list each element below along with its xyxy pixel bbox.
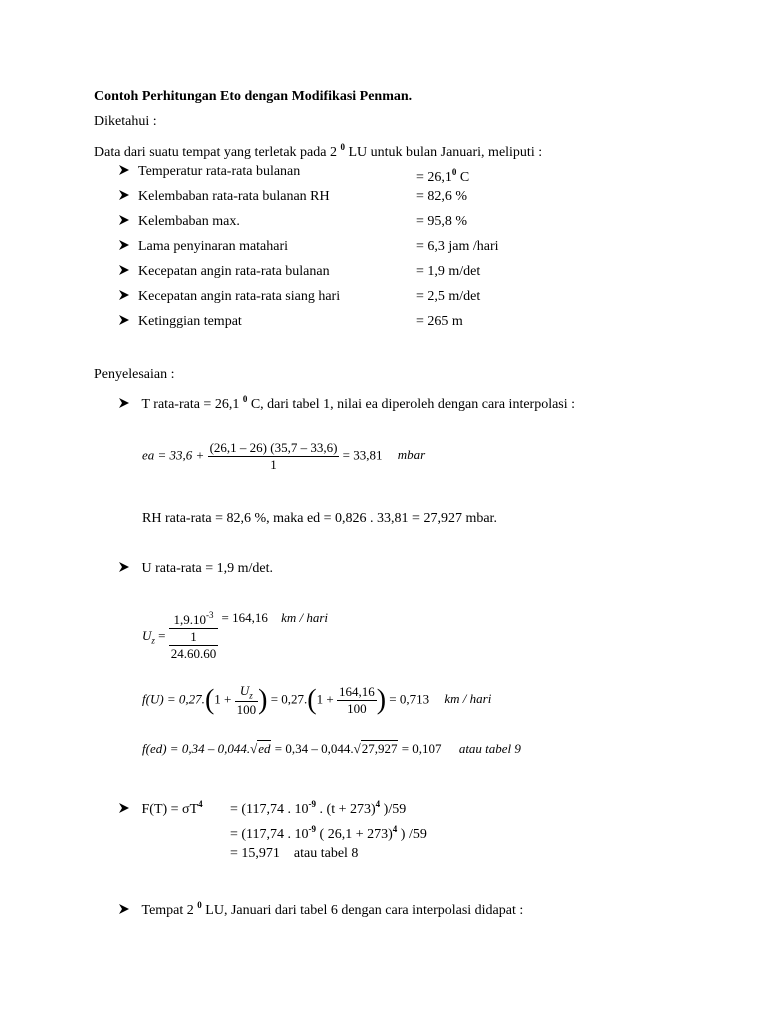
step-ft-label-exponent: 4 xyxy=(198,799,203,809)
equation-fu-one-2: 1 + xyxy=(316,691,334,707)
equation-fed-sqrt-1: ed xyxy=(258,741,271,756)
equation-fu-unit: km / hari xyxy=(444,691,492,707)
arrow-bullet-icon xyxy=(118,802,130,814)
known-data-value-text: = 95,8 % xyxy=(416,214,468,229)
equation-uz-unit: km / hari xyxy=(281,610,329,625)
equation-uz xyxy=(142,610,328,662)
step-ft xyxy=(118,795,203,819)
known-data-value xyxy=(416,188,467,206)
known-data-item xyxy=(118,188,330,206)
known-data-item xyxy=(118,263,330,281)
equation-fu-denominator-2: 100 xyxy=(347,700,367,716)
step-ft-line-1-a: = (117,74 . 10 xyxy=(230,802,309,817)
arrow-bullet-icon xyxy=(118,314,130,326)
equation-uz-fraction xyxy=(169,610,219,662)
equation-uz-denominator-mid: 1 xyxy=(169,629,219,646)
step-temperature-after: C, dari tabel 1, nilai ea diperoleh dengan cara interpolasi : xyxy=(250,397,576,412)
step-ft-line-1 xyxy=(230,795,406,819)
sqrt-icon: √ xyxy=(250,741,258,756)
known-data-value-text: = 2,5 m/det xyxy=(416,289,481,304)
known-data-value xyxy=(416,313,463,331)
known-data-item xyxy=(118,213,240,231)
equation-ea-result: = 33,81 xyxy=(342,447,383,463)
step-ft-line-1-c: )/59 xyxy=(383,802,407,817)
equation-uz-result: = 164,16 xyxy=(221,610,268,625)
known-data-degree: 0 xyxy=(451,167,457,177)
equation-fu-one: 1 + xyxy=(214,691,232,707)
sqrt-icon: √ xyxy=(353,741,361,756)
known-data-label: Ketinggian tempat xyxy=(138,314,242,329)
equation-fed xyxy=(142,741,521,757)
equation-ea-numerator: (26,1 – 26) (35,7 – 33,6) xyxy=(209,440,338,455)
equation-uz-equals: = xyxy=(158,628,166,643)
equation-uz-lhs: U xyxy=(142,628,152,643)
known-data-label: Kecepatan angin rata-rata bulanan xyxy=(138,264,330,279)
equation-fu xyxy=(142,683,491,718)
equation-fed-mid: = 0,34 – 0,044. xyxy=(274,741,354,756)
step-ft-line-2 xyxy=(230,820,427,844)
equation-ea-fraction xyxy=(208,440,340,473)
equation-ea-unit: mbar xyxy=(397,447,426,463)
step-wind-text: U rata-rata = 1,9 m/det. xyxy=(141,561,274,576)
known-data-label: Lama penyinaran matahari xyxy=(138,239,289,254)
step-location-before: Tempat 2 xyxy=(141,903,194,918)
equation-fu-numerator-1 xyxy=(235,683,259,702)
equation-fu-denominator-1: 100 xyxy=(236,701,257,717)
step-ft-line-2-b: ( 26,1 + 273) xyxy=(319,827,393,842)
arrow-bullet-icon xyxy=(118,189,130,201)
equation-ea xyxy=(142,440,425,473)
equation-fu-numerator-1-subscript: z xyxy=(249,690,253,701)
equation-fu-numerator-2: 164,16 xyxy=(338,683,375,699)
known-data-label: Kelembaban rata-rata bulanan RH xyxy=(138,189,330,204)
equation-fed-note: atau tabel 9 xyxy=(458,741,521,756)
known-data-value xyxy=(416,163,469,187)
equation-uz-denominator-bottom: 24.60.60 xyxy=(170,646,217,661)
known-data-item xyxy=(118,288,340,306)
diketahui-heading: Diketahui : xyxy=(94,114,157,129)
step-ft-line-2-a: = (117,74 . 10 xyxy=(230,827,309,842)
known-data-label: Kecepatan angin rata-rata siang hari xyxy=(138,289,341,304)
step-ft-line-3: = 15,971 atau tabel 8 xyxy=(230,846,359,861)
step-temperature-before: T rata-rata = 26,1 xyxy=(141,397,240,412)
intro-paragraph xyxy=(94,138,542,162)
equation-fu-fraction-2 xyxy=(337,684,377,717)
step-ft-line-1-exponent-2: 4 xyxy=(375,799,381,809)
arrow-bullet-icon xyxy=(118,903,130,915)
step-ft-line-2-exponent: -9 xyxy=(308,824,317,834)
equation-uz-numerator-exponent: -3 xyxy=(206,610,214,620)
known-data-value xyxy=(416,263,480,281)
known-data-label: Kelembaban max. xyxy=(138,214,240,229)
step-location-degree: 0 xyxy=(197,900,202,910)
intro-text-before: Data dari suatu tempat yang terletak pada 2 xyxy=(94,145,337,160)
penyelesaian-heading: Penyelesaian : xyxy=(94,367,175,382)
equation-uz-numerator-value: 1,9.10 xyxy=(173,612,206,627)
known-data-value-text: = 26,1 xyxy=(416,170,452,185)
arrow-bullet-icon xyxy=(118,214,130,226)
equation-fu-mid: = 0,27. xyxy=(270,691,308,707)
known-data-unit: C xyxy=(459,170,470,185)
equation-fu-numerator-1-value: U xyxy=(239,683,250,698)
document-title: Contoh Perhitungan Eto dengan Modifikasi Penman. xyxy=(94,89,413,104)
known-data-value-text: = 1,9 m/det xyxy=(416,264,481,279)
step-ft-label: F(T) = σT xyxy=(141,802,199,817)
step-wind xyxy=(118,560,273,578)
step-temperature xyxy=(118,390,575,414)
step-ft-line-1-exponent: -9 xyxy=(308,799,317,809)
known-data-value-text: = 265 m xyxy=(416,314,463,329)
equation-fu-result: = 0,713 xyxy=(389,691,430,707)
intro-degree-superscript: 0 xyxy=(340,142,345,152)
known-data-value-text: = 6,3 jam /hari xyxy=(416,239,499,254)
step-location-after: LU, Januari dari tabel 6 dengan cara interpolasi didapat : xyxy=(205,903,524,918)
equation-ea-lhs: ea = 33,6 + xyxy=(142,447,205,463)
known-data-item xyxy=(118,313,242,331)
equation-fed-result: = 0,107 xyxy=(401,741,442,756)
known-data-label: Temperatur rata-rata bulanan xyxy=(138,164,301,179)
known-data-value xyxy=(416,238,499,256)
arrow-bullet-icon xyxy=(118,289,130,301)
equation-fed-sqrt-2: 27,927 xyxy=(361,741,398,756)
known-data-value xyxy=(416,288,480,306)
equation-fed-lhs: f(ed) = 0,34 – 0,044. xyxy=(142,741,251,756)
arrow-bullet-icon xyxy=(118,164,130,176)
equation-fu-open-paren: ( xyxy=(204,684,215,716)
equation-fu-fraction-1 xyxy=(235,683,259,718)
equation-fu-close-paren-2: ) xyxy=(376,684,387,716)
rh-line: RH rata-rata = 82,6 %, maka ed = 0,826 . 33,81 = 27,927 mbar. xyxy=(142,511,497,526)
equation-fu-open-paren-2: ( xyxy=(307,684,317,716)
step-ft-line-2-c: ) /59 xyxy=(400,827,427,842)
step-ft-line-1-b: . (t + 273) xyxy=(319,802,376,817)
known-data-value xyxy=(416,213,467,231)
arrow-bullet-icon xyxy=(118,264,130,276)
known-data-item xyxy=(118,163,300,181)
step-ft-line-2-exponent-2: 4 xyxy=(392,824,398,834)
intro-text-after: LU untuk bulan Januari, meliputi : xyxy=(348,145,543,160)
equation-fu-close-paren: ) xyxy=(258,684,268,716)
arrow-bullet-icon xyxy=(118,239,130,251)
equation-fu-lhs: f(U) = 0,27. xyxy=(142,691,205,707)
step-temperature-degree: 0 xyxy=(242,394,248,404)
step-location xyxy=(118,896,523,920)
arrow-bullet-icon xyxy=(118,397,130,409)
arrow-bullet-icon xyxy=(118,561,130,573)
equation-ea-denominator: 1 xyxy=(270,457,277,472)
equation-uz-subscript: z xyxy=(151,635,155,646)
known-data-item xyxy=(118,238,288,256)
known-data-value-text: = 82,6 % xyxy=(416,189,468,204)
equation-uz-numerator xyxy=(169,610,219,629)
